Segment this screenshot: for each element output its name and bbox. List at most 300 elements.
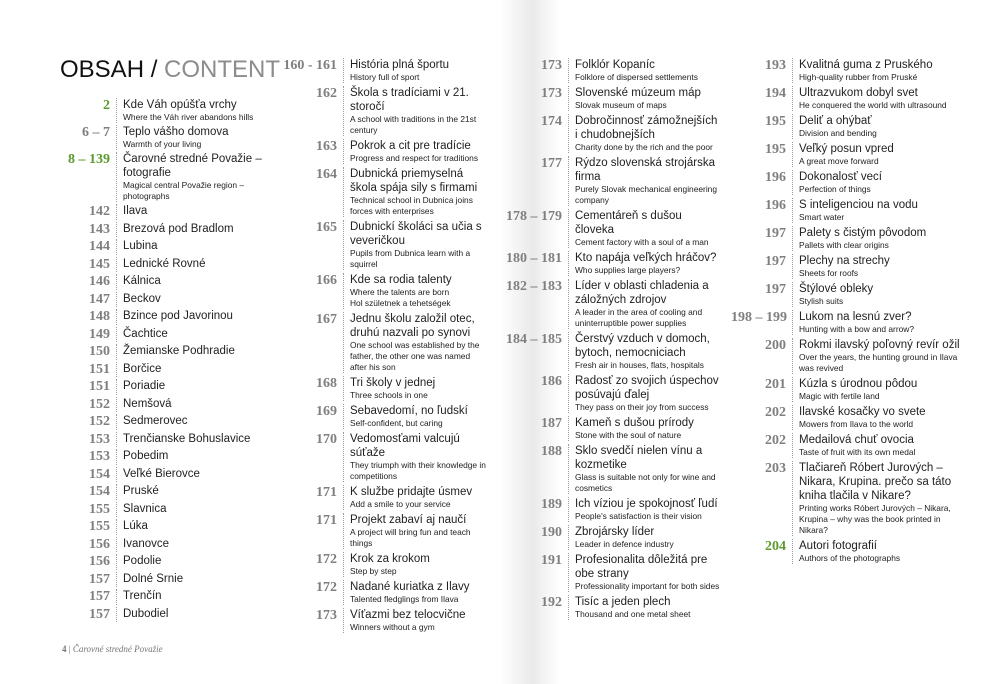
toc-text [343,58,488,83]
toc-entry [505,497,721,522]
toc-subtitle: Authors of the photographs [799,553,901,563]
toc-page-number: 171 [316,485,337,500]
toc-entry [731,58,961,83]
toc-entry [60,537,265,553]
toc-page-number: 173 [316,608,337,623]
toc-text [116,362,265,378]
toc-page-number: 2 [103,98,110,113]
toc-title: Poriadie [123,380,166,392]
toc-entry [505,209,721,248]
toc-title: Ich víziou je spokojnosť ľudí [575,498,718,510]
toc-text [116,98,265,123]
toc-entry [283,376,488,401]
toc-text [116,309,265,325]
toc-title: Autori fotografií [799,540,877,552]
toc-title: Žemianske Podhradie [123,345,235,357]
toc-page-number: 197 [765,282,786,297]
toc-entry [60,204,265,220]
toc-entry [505,595,721,620]
toc-title: Podolie [123,555,162,567]
toc-subtitle: Over the years, the hunting ground in Ilava was revived [799,352,958,373]
toc-subtitle: Slovak museum of maps [575,100,667,110]
toc-page-number: 191 [541,553,562,568]
toc-title: Dobročinnosť zámožnejších i chudobnejších [575,115,718,141]
toc-entry [60,327,265,343]
toc-page-number: 204 [765,539,786,554]
toc-page-number: 173 [541,58,562,73]
toc-title: Nadané kuriatka z Ilavy [350,581,470,593]
toc-page-number: 146 [89,274,110,289]
page-number: 4 [62,644,67,654]
toc-title: Teplo vášho domova [123,126,229,138]
toc-title: Brezová pod Bradlom [123,222,234,235]
toc-entry [731,461,961,536]
toc-subtitle: Division and bending [799,128,877,138]
toc-page-number: 156 [89,536,110,552]
toc-entry [60,274,265,290]
toc-subtitle: Sheets for roofs [799,268,859,278]
toc-entry [505,553,721,592]
toc-page-number: 152 [89,414,110,429]
toc-column-2 [283,58,488,636]
toc-text [116,257,265,273]
toc-entry [60,519,265,535]
toc-text [343,552,488,577]
toc-page-number: 151 [89,379,110,394]
toc-subtitle: A leader in the area of cooling and uninterruptible power supplies [575,307,703,328]
footer-divider: | [68,644,71,654]
toc-page-number: 155 [89,519,110,534]
toc-subtitle: Pupils from Dubnica learn with a squirrel [350,248,471,269]
toc-entry [505,279,721,329]
toc-entry [283,513,488,549]
toc-title: Kúzla s úrodnou pôdou [799,378,918,390]
toc-text [568,209,721,248]
toc-page-number: 164 [316,167,337,182]
toc-text [343,404,488,429]
toc-entry [505,251,721,276]
toc-entry [283,404,488,429]
toc-page-number: 196 [765,170,786,185]
toc-page-number: 169 [316,404,337,419]
toc-page-number: 168 [316,376,337,391]
toc-entry [60,589,265,605]
toc-entry [731,114,961,139]
toc-title: Rokmi ilavský poľovný revír ožil [799,339,960,351]
toc-subtitle: Where the Váh river abandons hills [123,112,254,122]
toc-page-number: 147 [89,291,110,307]
toc-column-3 [505,58,721,623]
toc-title: Víťazmi bez telocvične [350,609,466,621]
toc-entry [60,467,265,483]
toc-page-number: 170 [316,432,337,447]
toc-text [116,125,265,150]
toc-subtitle: Self-confident, but caring [350,418,443,428]
toc-page-number: 152 [89,396,110,412]
page-title [60,56,280,84]
toc-entry [731,282,961,307]
toc-subtitle: A school with traditions in the 21st century [350,114,477,135]
toc-text [116,414,265,430]
toc-subtitle: Magic with fertile land [799,391,880,401]
toc-text [792,461,961,536]
toc-page-number: 8 – 139 [68,152,110,167]
toc-title: Lednické Rovné [123,257,206,270]
toc-page-number: 154 [89,466,110,482]
toc-subtitle: Magical central Považie region – photographs [123,180,245,201]
toc-entry [283,58,488,83]
toc-text [792,282,961,307]
toc-text [343,273,488,309]
toc-entry [731,86,961,111]
toc-title: K službe pridajte úsmev [350,486,473,498]
toc-title: Kvalitná guma z Pruského [799,59,933,71]
toc-subtitle: Hunting with a bow and arrow? [799,324,914,334]
toc-text [792,198,961,223]
toc-entry [731,254,961,279]
toc-text [116,152,265,202]
toc-title: Rýdzo slovenská strojárska firma [575,157,715,183]
toc-entry [60,432,265,448]
toc-title: Ilavské kosačky vo svete [799,406,926,418]
toc-page-number: 203 [765,461,786,476]
toc-entry [283,608,488,633]
toc-title: Medailová chuť ovocia [799,434,914,446]
toc-entry [60,292,265,308]
toc-page-number: 6 – 7 [82,125,110,140]
toc-subtitle: One school was established by the father, the other one was named after his son [350,340,480,372]
toc-text [116,519,265,535]
toc-subtitle: Charity done by the rich and the poor [575,142,713,152]
toc-subtitle: Purely Slovak mechanical engineering company [575,184,717,205]
toc-subtitle: Progress and respect for traditions [350,153,479,163]
toc-page-number: 201 [765,377,786,392]
toc-page-number: 182 – 183 [506,279,562,294]
toc-text [792,405,961,430]
toc-text [116,554,265,570]
toc-entry [283,139,488,164]
toc-page-number: 202 [765,433,786,448]
toc-entry [60,449,265,465]
toc-title: Ivanovce [123,537,170,550]
toc-subtitle: Professionality important for both sides [575,581,720,591]
toc-entry [731,433,961,458]
toc-entry [505,86,721,111]
toc-page-number: 197 [765,254,786,269]
toc-title: Trenčianske Bohuslavice [123,432,251,445]
toc-page-number: 194 [765,86,786,101]
toc-text [116,327,265,343]
toc-subtitle: Who supplies large players? [575,265,681,275]
toc-title: Čachtice [123,327,168,340]
toc-text [792,170,961,195]
toc-subtitle: Thousand and one metal sheet [575,609,691,619]
toc-subtitle: Cement factory with a soul of a man [575,237,709,247]
toc-entry [283,167,488,217]
toc-page-number: 173 [541,86,562,101]
toc-text [116,397,265,413]
toc-page-number: 195 [765,142,786,157]
toc-entry [283,86,488,136]
toc-text [116,432,265,448]
toc-text [116,502,265,518]
toc-text [792,142,961,167]
toc-subtitle: Pallets with clear origins [799,240,889,250]
toc-page-number: 171 [316,513,337,528]
toc-title: Tri školy v jednej [350,377,436,389]
toc-page-number: 157 [89,571,110,587]
toc-page-number: 178 – 179 [506,209,562,224]
toc-text [343,220,488,270]
toc-subtitle: Winners without a gym [350,622,435,632]
toc-text [792,539,961,564]
toc-title: Zbrojársky líder [575,526,655,538]
toc-title: Sebavedomí, no ľudskí [350,405,468,417]
toc-entry [731,405,961,430]
toc-page-number: 144 [89,239,110,254]
toc-entry [60,414,265,430]
toc-page-number: 153 [89,449,110,464]
toc-text [116,222,265,238]
toc-entry [60,397,265,413]
toc-subtitle: Step by step [350,566,397,576]
toc-page-number: 189 [541,497,562,512]
toc-title: Dubnickí školáci sa učia s veveričkou [350,221,482,247]
toc-title: Trenčín [123,590,162,602]
toc-page-number: 162 [316,86,337,101]
toc-column-4 [731,58,961,567]
toc-title: Kde Váh opúšťa vrchy [123,99,237,111]
toc-text [568,374,721,413]
toc-page-number: 151 [89,361,110,377]
toc-page-number: 192 [541,595,562,610]
toc-title: Lubina [123,240,158,252]
toc-title: Škola s tradíciami v 21. storočí [350,87,469,113]
toc-title: Krok za krokom [350,553,430,565]
toc-subtitle: Stone with the soul of nature [575,430,682,440]
toc-title: Jednu školu založil otec, druhú nazvali po synovi [350,313,475,339]
toc-text [343,167,488,217]
toc-subtitle: A project will bring fun and teach things [350,527,471,548]
toc-title: Veľký posun vpred [799,143,894,155]
toc-text [568,595,721,620]
toc-page-number: 193 [765,58,786,73]
toc-page-number: 142 [89,204,110,219]
toc-page-number: 156 [89,554,110,569]
toc-title: Nemšová [123,397,172,410]
toc-page-number: 180 – 181 [506,251,562,266]
toc-text [568,114,721,153]
toc-entry [505,58,721,83]
toc-page-number: 166 [316,273,337,288]
toc-entry [60,309,265,325]
toc-entry [731,142,961,167]
toc-page-number: 197 [765,226,786,241]
toc-text [792,226,961,251]
toc-text [792,338,961,374]
toc-title: Sklo svedčí nielen vínu a kozmetike [575,445,703,471]
toc-page-number: 195 [765,114,786,129]
toc-text [116,292,265,308]
toc-entry [731,377,961,402]
toc-title: Lukom na lesnú zver? [799,311,912,323]
toc-subtitle: High-quality rubber from Pruské [799,72,918,82]
toc-entry [505,114,721,153]
toc-text [343,139,488,164]
toc-text [343,513,488,549]
toc-title: Radosť zo svojich úspechov posúvajú ďalej [575,375,719,401]
toc-text [343,485,488,510]
toc-page-number: 177 [541,156,562,171]
toc-page-number: 172 [316,580,337,595]
toc-subtitle: Printing works Róbert Jurových – Nikara, Krupina – why was the book printed in Nikara? [799,503,951,535]
toc-text [116,239,265,255]
toc-page-number: 157 [89,606,110,622]
toc-title: Slavnica [123,502,167,515]
toc-entry [60,152,265,202]
toc-text [568,251,721,276]
toc-page-number: 167 [316,312,337,327]
toc-subtitle: History full of sport [350,72,420,82]
toc-entry [60,607,265,623]
toc-text [116,589,265,605]
toc-page-number: 184 – 185 [506,332,562,347]
toc-entry [731,539,961,564]
toc-title: Pobedim [123,450,169,462]
toc-title: Cementáreň s dušou človeka [575,210,682,236]
toc-title: Beckov [123,292,161,305]
toc-text [116,344,265,360]
title-secondary: CONTENT [164,56,281,83]
toc-page-number: 200 [765,338,786,353]
toc-title: Bzince pod Javorinou [123,310,233,322]
toc-title: História plná športu [350,59,450,71]
toc-text [116,379,265,395]
toc-subtitle: A great move forward [799,156,879,166]
toc-subtitle: Technical school in Dubnica joins forces with enterprises [350,195,473,216]
toc-column-1 [60,98,265,624]
toc-title: Dokonalosť vecí [799,171,882,183]
toc-entry [60,502,265,518]
toc-title: Ilava [123,205,148,217]
toc-entry [60,554,265,570]
toc-page-number: 202 [765,405,786,420]
toc-subtitle: He conquered the world with ultrasound [799,100,947,110]
toc-page-number: 198 – 199 [731,310,787,325]
toc-entry [731,170,961,195]
toc-entry [505,525,721,550]
toc-subtitle: Add a smile to your service [350,499,451,509]
toc-entry [60,572,265,588]
toc-text [116,204,265,220]
toc-text [792,114,961,139]
toc-entry [731,198,961,223]
toc-entry [60,257,265,273]
toc-text [568,58,721,83]
toc-text [568,525,721,550]
toc-title: Plechy na strechy [799,255,890,267]
toc-subtitle: Glass is suitable not only for wine and cosmetics [575,472,716,493]
toc-entry [283,485,488,510]
toc-text [116,537,265,553]
toc-title: Pruské [123,485,159,497]
toc-entry [731,338,961,374]
toc-page-number: 149 [89,326,110,342]
toc-title: Ultrazvukom dobyl svet [799,87,918,99]
toc-text [116,467,265,483]
toc-text [343,86,488,136]
toc-entry [283,432,488,482]
toc-entry [505,332,721,371]
toc-title: Projekt zabaví aj naučí [350,514,467,526]
toc-entry [283,552,488,577]
toc-page-number: 188 [541,444,562,459]
toc-title: Dubodiel [123,607,169,620]
toc-text [568,553,721,592]
toc-text [568,497,721,522]
toc-subtitle: They triumph with their knowledge in competitions [350,460,486,481]
toc-page-number: 174 [541,114,562,129]
toc-subtitle: Folklore of dispersed settlements [575,72,698,82]
toc-page-number: 157 [89,589,110,604]
toc-text [116,607,265,623]
toc-entry [60,125,265,150]
toc-title: Vedomosťami valcujú súťaže [350,433,460,459]
toc-text [792,310,961,335]
toc-entry [505,444,721,494]
toc-text [568,86,721,111]
toc-text [343,432,488,482]
toc-text [792,58,961,83]
toc-entry [60,98,265,123]
toc-text [568,332,721,371]
toc-page-number: 165 [316,220,337,235]
toc-title: Pokrok a cit pre tradície [350,140,471,152]
toc-entry [731,310,961,335]
toc-subtitle: Where the talents are born Hol születnek a tehetségek [350,287,451,308]
toc-page-number: 143 [89,221,110,237]
toc-title: Kto napája veľkých hráčov? [575,252,717,264]
toc-text [116,274,265,290]
toc-page-number: 145 [89,256,110,272]
toc-text [343,376,488,401]
toc-subtitle: They pass on their joy from success [575,402,709,412]
toc-text [343,312,488,373]
toc-subtitle: Perfection of things [799,184,871,194]
toc-title: Profesionalita dôležitá pre obe strany [575,554,708,580]
toc-title: Tisíc a jeden plech [575,596,671,608]
toc-title: Veľké Bierovce [123,467,200,480]
toc-entry [505,156,721,206]
toc-text [343,608,488,633]
toc-title: S inteligenciou na vodu [799,199,918,211]
toc-title: Deliť a ohýbať [799,115,872,127]
toc-title: Lúka [123,520,148,532]
toc-text [568,444,721,494]
toc-entry [731,226,961,251]
toc-entry [60,362,265,378]
toc-page-number: 160 - 161 [283,58,337,73]
toc-title: Kálnica [123,275,161,287]
toc-text [792,254,961,279]
toc-text [568,279,721,329]
toc-title: Štýlové obleky [799,283,874,295]
toc-text [792,377,961,402]
toc-entry [505,416,721,441]
toc-title: Sedmerovec [123,415,188,427]
toc-entry [283,312,488,373]
toc-title: Tlačiareň Róbert Jurových – Nikara, Krupina. prečo sa táto kniha tlačila v Nikare? [799,462,952,502]
